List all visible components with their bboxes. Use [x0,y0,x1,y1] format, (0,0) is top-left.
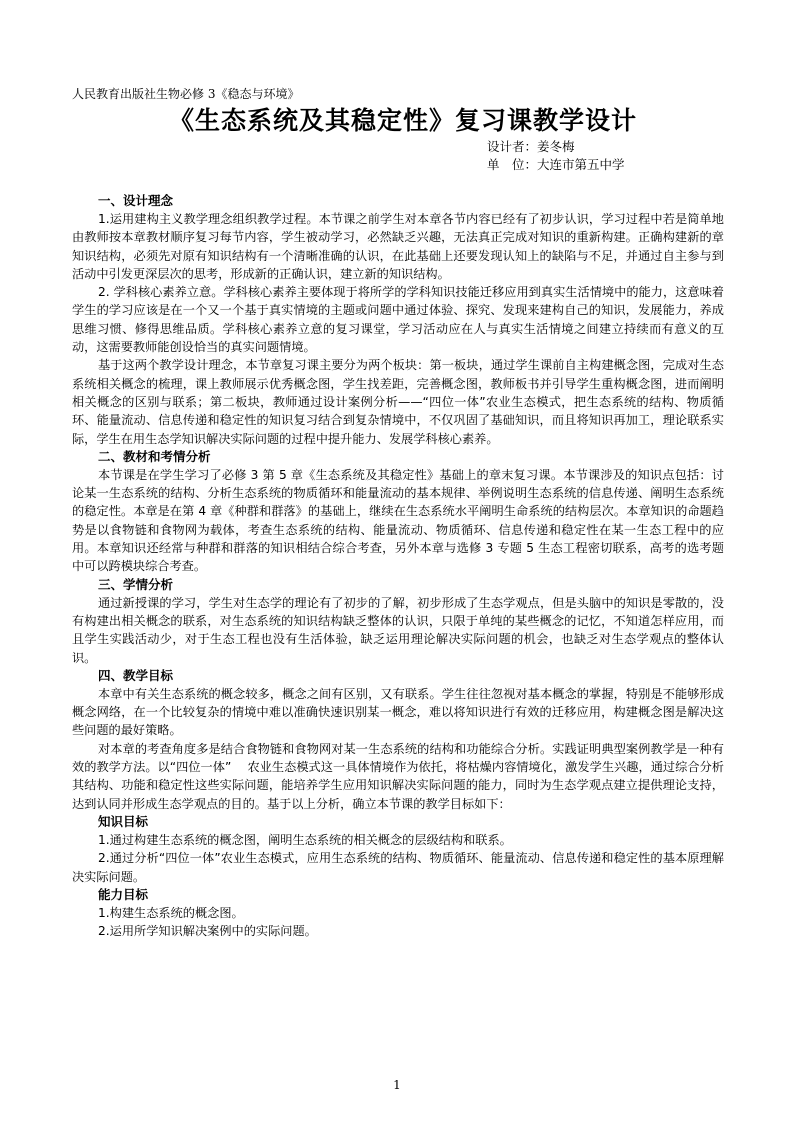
unit-line: 单 位：大连市第五中学 [487,157,625,172]
list-item: 2.通过分析“四位一体”农业生态模式，应用生态系统的结构、物质循环、能量流动、信息传递和稳定性的基本原理解决实际问题。 [72,851,724,884]
paragraph: 本章中有关生态系统的概念较多，概念之间有区别，又有联系。学生往往忽视对基本概念的掌握，特别是不能够形成概念网络，在一个比较复杂的情境中难以准确快速识别某一概念，难以将知识进行有效的迁移应用，构建概念图是解决这些问题的最好策略。 [72,686,724,738]
paragraph: 本节课是在学生学习了必修 3 第 5 章《生态系统及其稳定性》基础上的章末复习课。本节课涉及的知识点包括：讨论某一生态系统的结构、分析生态系统的物质循环和能量流动的基本规律、举例说明生态系统的信息传递、阐明生态系统的稳定性。本章是在第 4 章《种群和群落》的基础上，继续在生态系统水平阐明生命系统的结构层次。本章知识的命题趋势是以食物链和食物网为载体，考查生态系统的结构、能量流动、物质循环、信息传递和稳定性在某一生态工程中的应用。本章知识还经常与种群和群落的知识相结合综合考查，另外本章与选修 3 专题 5 生态工程密切联系，高考的选考题中可以跨模块综合考查。 [72,467,724,574]
section-heading-student-analysis: 三、学情分析 [98,576,174,592]
source-line: 人民教育出版社生物必修 3《稳态与环境》 [72,87,300,101]
document-page [72,86,724,940]
paragraph: 对本章的考查角度多是结合食物链和食物网对某一生态系统的结构和功能综合分析。实践证明典型案例教学是一种有效的教学方法。以“四位一体” 农业生态模式这一具体情境作为依托，将枯燥内容情境化，激发学生兴趣，通过综合分析其结构、功能和稳定性这些实际问题，能培养学生应用知识解决实际问题的能力，同时为生态学观点建立提供理论支持，达到认同并形成生态学观点的目的。基于以上分析，确立本节课的教学目标如下： [72,741,724,811]
paragraph: 基于这两个教学设计理念，本节章复习课主要分为两个板块：第一板块，通过学生课前自主构建概念图，完成对生态系统相关概念的梳理，课上教师展示优秀概念图，学生找差距，完善概念图，教师板书并引导学生重构概念图，进而阐明相关概念的区别与联系；第二板块，教师通过设计案例分析——“四位一体”农业生态模式，把生态系统的结构、物质循环、能量流动、信息传递和稳定性的知识复习结合到复杂情境中，不仅巩固了基础知识，而且将知识再加工，理论联系实际，学生在用生态学知识解决实际问题的过程中提升能力、发展学科核心素养。 [72,358,724,446]
page-number: 1 [393,1078,401,1092]
subheading-knowledge-goals: 知识目标 [98,813,149,829]
section-heading-textbook-analysis: 二、教材和考情分析 [98,448,211,464]
section-heading-teaching-goals: 四、教学目标 [98,667,174,683]
designer-line: 设计者：姜冬梅 [487,139,575,154]
section-heading-design-concept: 一、设计理念 [98,193,174,208]
paragraph: 2. 学科核心素养立意。学科核心素养主要体现于将所学的学科知识技能迁移应用到真实生活情境中的能力，这意味着学生的学习应该是在一个又一个基于真实情境的主题或问题中通过体验、探究、发现来建构自己的知识，发展能力，养成思维习惯、修得思维品质。学科核心素养立意的复习课堂，学习活动应在人与真实生活情境之间建立持续而有意义的互动，这需要教师能创设恰当的真实问题情境。 [72,285,724,355]
subheading-ability-goals: 能力目标 [98,886,149,902]
author-block [487,138,724,174]
list-item: 1.通过构建生态系统的概念图，阐明生态系统的相关概念的层级结构和联系。 [98,832,512,847]
list-item: 1.构建生态系统的概念图。 [98,905,244,920]
paragraph: 通过新授课的学习，学生对生态学的理论有了初步的了解，初步形成了生态学观点，但是头脑中的知识是零散的，没有构建出相关概念的联系，对生态系统的知识结构缺乏整体的认识，只限于单纯的某些概念的记忆，不知道怎样应用，而且学生实践活动少，对于生态工程也没有生活体验，缺乏运用理论解决实际问题的机会，也缺乏对生态学观点的整体认识。 [72,595,724,665]
paragraph: 1.运用建构主义教学理念组织教学过程。本节课之前学生对本章各节内容已经有了初步认识，学习过程中若是简单地由教师按本章教材顺序复习每节内容，学生被动学习，必然缺乏兴趣，无法真正完成对知识的重新构建。正确构建新的章知识结构，必须先对原有知识结构有一个清晰准确的认识，在此基础上还要发现认知上的缺陷与不足，并通过自主参与到活动中引发更深层次的思考，形成新的正确认识，建立新的知识结构。 [72,212,724,281]
list-item: 2.运用所学知识解决案例中的实际问题。 [98,924,317,939]
document-title: 《生态系统及其稳定性》复习课教学设计 [168,106,637,135]
